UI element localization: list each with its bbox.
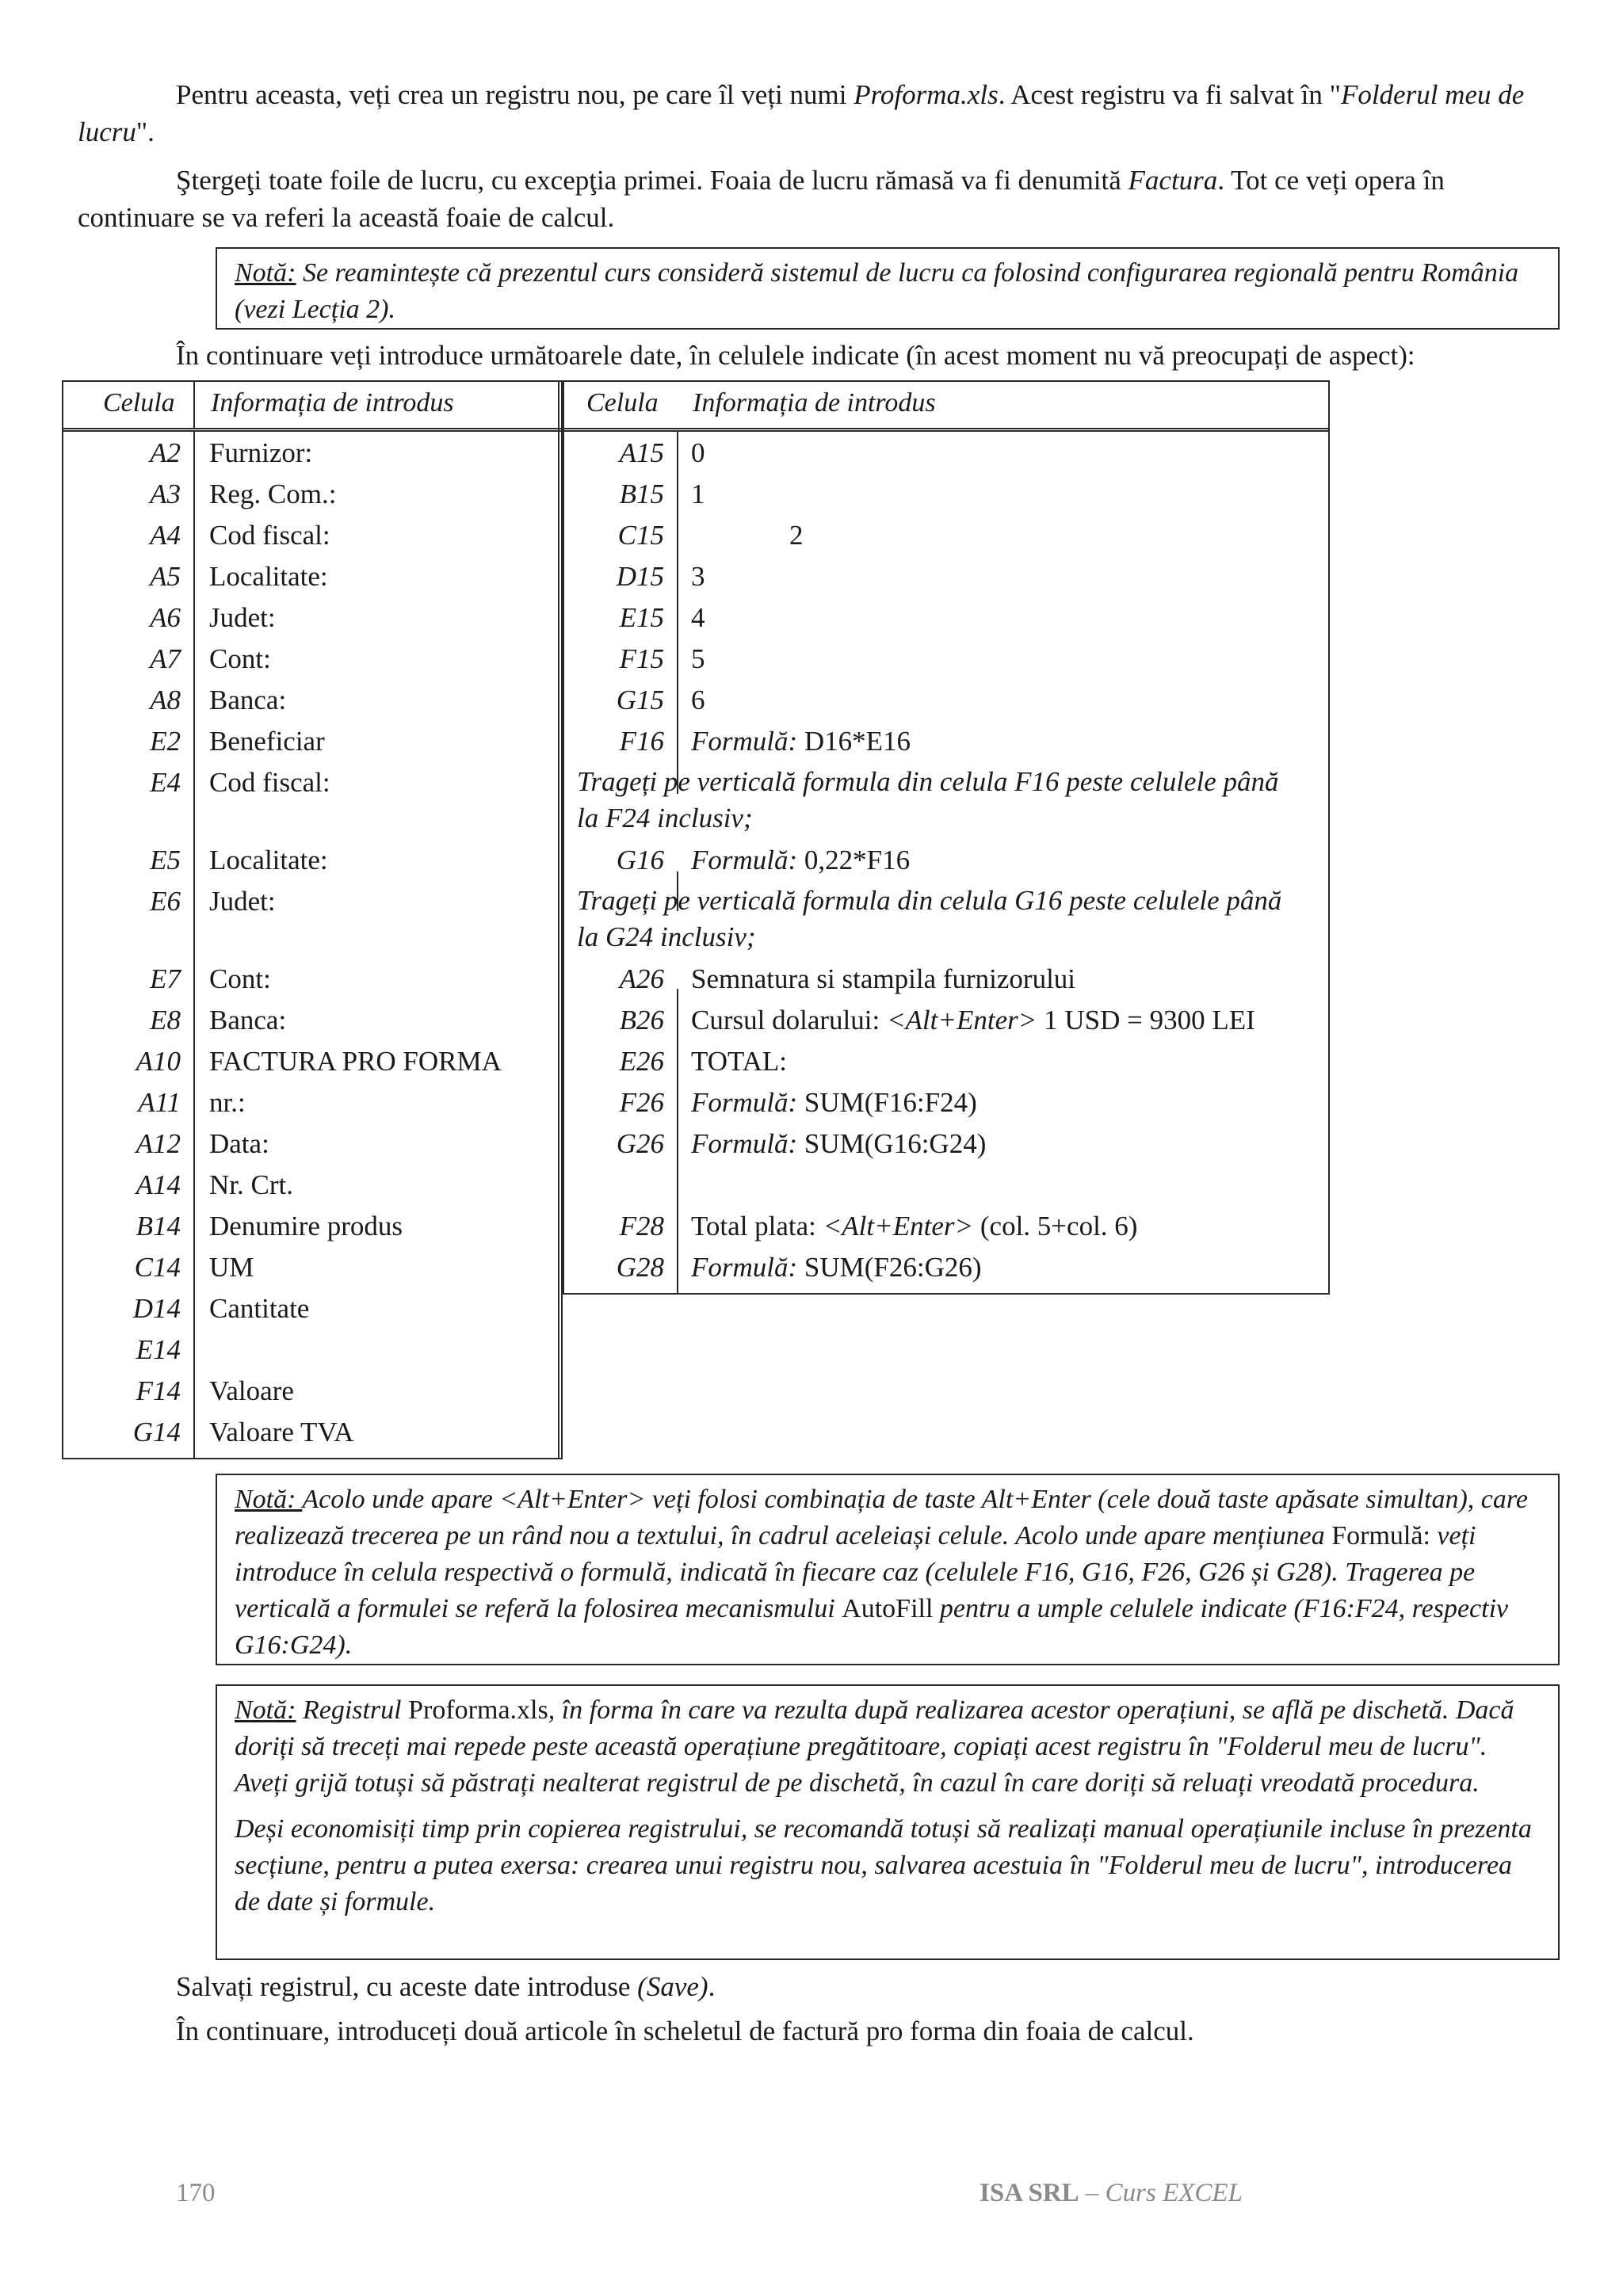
cell-reference: G15 xyxy=(616,685,664,715)
save-text: . xyxy=(708,1971,716,2002)
cell-table-right xyxy=(563,380,1330,1295)
cell-info: Judet: xyxy=(209,886,276,917)
cell-info: FACTURA PRO FORMA xyxy=(209,1046,502,1077)
cell-reference: A26 xyxy=(619,963,664,994)
save-text: Salvați registrul, cu aceste date introduse xyxy=(176,1971,638,2002)
cell-reference: G14 xyxy=(132,1417,181,1447)
cell-info xyxy=(691,840,910,881)
note-text: Registrul xyxy=(296,1695,409,1725)
cell-info xyxy=(691,1000,1255,1041)
table-row xyxy=(563,1123,1328,1165)
table-row xyxy=(63,1165,561,1206)
cell-info: 0 xyxy=(691,437,705,468)
table-row xyxy=(63,840,561,881)
formula-text: SUM(F26:G26) xyxy=(797,1252,982,1283)
cell-text: 1 USD = 9300 LEI xyxy=(1037,1005,1255,1035)
table-row xyxy=(563,1041,1328,1082)
cell-info: Denumire produs xyxy=(209,1211,403,1241)
cell-info: 6 xyxy=(691,685,705,715)
table-row xyxy=(563,639,1328,680)
cell-reference: B15 xyxy=(619,479,664,509)
cell-info: Cod fiscal: xyxy=(209,520,330,551)
cell-info: Cantitate xyxy=(209,1293,310,1324)
cell-reference: E2 xyxy=(150,726,181,757)
formula-label: Formulă: xyxy=(691,726,798,757)
intro-text: ". xyxy=(136,116,155,147)
intro-text: . Acest registru va fi salvat în " xyxy=(998,79,1341,110)
table-row xyxy=(563,556,1328,597)
table-row xyxy=(563,515,1328,556)
table-row xyxy=(563,721,1328,762)
formula-text: SUM(G16:G24) xyxy=(797,1128,987,1159)
cell-info: Localitate: xyxy=(209,561,328,592)
save-instruction xyxy=(176,1968,1555,2005)
header-info: Informația de introdus xyxy=(693,388,936,418)
table-row xyxy=(563,597,1328,639)
cell-info: Banca: xyxy=(209,685,287,715)
drag-instruction: Trageți pe verticală formula din celula F16 peste celulele până la F24 inclusiv; xyxy=(577,766,1279,833)
drag-instruction: Trageți pe verticală formula din celula G16 peste celulele până la G24 inclusiv; xyxy=(577,885,1282,952)
course-name: Curs EXCEL xyxy=(1105,2179,1243,2207)
folder-name: Folderul meu de lucru xyxy=(78,79,1525,147)
cell-text: (col. 5+col. 6) xyxy=(973,1211,1138,1241)
cell-reference: F28 xyxy=(619,1211,664,1241)
table-row xyxy=(563,433,1328,474)
cell-info: 2 xyxy=(789,520,804,551)
cell-reference: E15 xyxy=(619,602,664,633)
cell-info: Nr. Crt. xyxy=(209,1169,293,1200)
cell-reference: A5 xyxy=(150,561,181,592)
table-row xyxy=(563,959,1328,1000)
table-row xyxy=(63,1412,561,1453)
cell-reference: E8 xyxy=(150,1005,181,1035)
table-row xyxy=(63,1329,561,1371)
table-header xyxy=(563,382,1328,432)
cell-info: 4 xyxy=(691,602,705,633)
cell-info xyxy=(691,1123,986,1165)
table-row xyxy=(563,1206,1328,1247)
note-text: Acolo unde apare <Alt+Enter> veți folosi combinația de taste Alt+Enter (cele două taste apăsate simultan), care realizează trecerea pe un rând nou a textului, în cadrul aceleiași celule. Acolo unde apare mențiunea xyxy=(235,1485,1528,1550)
lead-in-paragraph: În continuare veți introduce următoarele date, în celulele indicate (în acest moment nu vă preocupați de aspect): xyxy=(176,340,1415,371)
formula-label: Formulă: xyxy=(691,1087,798,1118)
cell-reference: A7 xyxy=(150,643,181,674)
cell-info: Beneficiar xyxy=(209,726,325,757)
table-row xyxy=(63,515,561,556)
cell-info: Cont: xyxy=(209,963,271,994)
footer-separator: – xyxy=(1079,2179,1106,2207)
cell-info: Judet: xyxy=(209,602,276,633)
note-label: Notă: xyxy=(235,1695,296,1725)
table-row xyxy=(63,1371,561,1412)
table-row xyxy=(63,639,561,680)
table-row xyxy=(63,1288,561,1329)
cell-info: nr.: xyxy=(209,1087,246,1118)
note-alt-enter xyxy=(216,1474,1560,1665)
intro-paragraph-2 xyxy=(78,162,1568,236)
note-regional-settings xyxy=(216,247,1560,330)
header-info: Informația de introdus xyxy=(211,388,454,418)
cell-info xyxy=(691,1206,1137,1247)
cell-info xyxy=(691,721,911,762)
cell-info: Semnatura si stampila furnizorului xyxy=(691,963,1076,994)
table-row xyxy=(563,1247,1328,1288)
cell-table-left xyxy=(62,380,563,1459)
page-number: 170 xyxy=(176,2179,216,2207)
cell-reference: E4 xyxy=(150,767,181,798)
table-row xyxy=(63,1206,561,1247)
cell-reference: A10 xyxy=(136,1046,181,1077)
cell-reference: B26 xyxy=(619,1005,664,1035)
table-row xyxy=(63,721,561,762)
table-row xyxy=(63,556,561,597)
note-label: Notă: xyxy=(235,1485,303,1514)
formula-text: D16*E16 xyxy=(797,726,911,757)
filename: Proforma.xls xyxy=(854,79,999,110)
table-row xyxy=(563,474,1328,515)
cell-info: Valoare xyxy=(209,1375,294,1406)
formula-label: Formulă: xyxy=(691,845,798,875)
cell-info: Furnizor: xyxy=(209,437,313,468)
table-row xyxy=(563,680,1328,721)
formula-label: Formulă: xyxy=(691,1128,798,1159)
cell-text: Cursul dolarului: xyxy=(691,1005,887,1035)
note-text: veți introduce în celula respectivă o formulă, indicată în fiecare caz (celulele F16, G16, F26, G26 și G28). Tragerea pe verticală a formulei se referă la folosirea mecanismului xyxy=(235,1521,1476,1623)
table-row xyxy=(63,881,561,922)
cell-info: Localitate: xyxy=(209,845,328,875)
table-row xyxy=(63,1247,561,1288)
table-row xyxy=(563,1082,1328,1123)
table-row xyxy=(63,1082,561,1123)
cell-info: 5 xyxy=(691,643,705,674)
table-row xyxy=(63,597,561,639)
note-text: pentru a umple celulele indicate (F16:F24, respectiv G16:G24). xyxy=(235,1594,1509,1660)
cell-reference: F15 xyxy=(619,643,664,674)
table-row xyxy=(63,1123,561,1165)
filename: Proforma.xls xyxy=(408,1695,548,1725)
cell-info: UM xyxy=(209,1252,254,1283)
save-command: (Save) xyxy=(637,1971,708,2002)
note-text: AutoFill xyxy=(842,1594,934,1623)
table-row xyxy=(63,1041,561,1082)
cell-reference: G26 xyxy=(616,1128,664,1159)
cell-reference: B14 xyxy=(136,1211,181,1241)
cell-reference: E6 xyxy=(150,886,181,917)
cell-reference: A4 xyxy=(150,520,181,551)
cell-reference: A15 xyxy=(619,437,664,468)
note-diskette-copy xyxy=(216,1684,1560,1960)
table-header xyxy=(63,382,561,432)
column-divider xyxy=(193,382,195,428)
header-cell: Celula xyxy=(103,388,175,418)
cell-reference: A3 xyxy=(150,479,181,509)
cell-reference: A8 xyxy=(150,685,181,715)
note-label: Notă: xyxy=(235,258,296,288)
cell-text: Total plata: xyxy=(691,1211,823,1241)
cell-reference: E5 xyxy=(150,845,181,875)
formula-text: 0,22*F16 xyxy=(797,845,911,875)
table-row xyxy=(563,840,1328,881)
table-row xyxy=(63,959,561,1000)
cell-reference: F14 xyxy=(136,1375,181,1406)
cell-reference: A14 xyxy=(136,1169,181,1200)
cell-reference: E26 xyxy=(619,1046,664,1077)
cell-reference: A11 xyxy=(138,1087,181,1118)
table-row xyxy=(63,762,561,803)
cell-info xyxy=(691,1082,977,1123)
cell-reference: F16 xyxy=(619,726,664,757)
cell-reference: F26 xyxy=(619,1087,664,1118)
table-row xyxy=(63,1000,561,1041)
intro-text: Ştergeţi toate foile de lucru, cu excepţia primei. Foaia de lucru rămasă va fi denumită xyxy=(176,165,1128,196)
cell-info: Cont: xyxy=(209,643,271,674)
cell-reference: G28 xyxy=(616,1252,664,1283)
key-combo: <Alt+Enter> xyxy=(886,1005,1037,1035)
cell-reference: A12 xyxy=(136,1128,181,1159)
note-paragraph: Deși economisiți timp prin copierea registrului, se recomandă totuși să realizați manual operațiunile incluse în prezenta secțiune, pentru a putea exersa: crearea unui registru nou, salvarea acestuia în "Folderul meu de lucru", introducerea de date și formule. xyxy=(235,1814,1532,1917)
header-cell: Celula xyxy=(586,388,659,418)
cell-info: 3 xyxy=(691,561,705,592)
formula-label: Formulă: xyxy=(691,1252,798,1283)
table-row xyxy=(563,1000,1328,1041)
cell-info xyxy=(691,1247,982,1288)
cell-reference: A6 xyxy=(150,602,181,633)
intro-paragraph-1 xyxy=(78,76,1568,151)
table-row xyxy=(63,433,561,474)
cell-reference: G16 xyxy=(616,845,664,875)
cell-reference: E7 xyxy=(150,963,181,994)
note-text: Se reamintește că prezentul curs consideră sistemul de lucru ca folosind configurarea regională pentru România (vezi Lecția 2). xyxy=(235,258,1519,324)
cell-info: Banca: xyxy=(209,1005,287,1035)
cell-reference: C14 xyxy=(134,1252,181,1283)
cell-info: 1 xyxy=(691,479,705,509)
cell-info: Data: xyxy=(209,1128,269,1159)
sheet-name: Factura xyxy=(1128,165,1218,196)
formula-text: SUM(F16:F24) xyxy=(797,1087,977,1118)
table-row xyxy=(63,474,561,515)
intro-text: Pentru aceasta, veți crea un registru nou, pe care îl veți numi xyxy=(176,79,854,110)
footer-course xyxy=(980,2179,1243,2208)
note-text: Formulă: xyxy=(1331,1521,1430,1550)
table-row xyxy=(63,680,561,721)
cell-info: Cod fiscal: xyxy=(209,767,330,798)
cell-reference: C15 xyxy=(617,520,664,551)
intro-text: . Tot ce veți opera în continuare se va referi la această foaie de calcul. xyxy=(78,165,1445,233)
cell-info: Valoare TVA xyxy=(209,1417,354,1447)
key-combo: <Alt+Enter> xyxy=(823,1211,974,1241)
note-text: , în forma în care va rezulta după realizarea acestor operațiuni, se află pe dischetă. Dacă doriți să treceți mai repede peste această operațiune pregătitoare, copiați acest registru în "Folderul meu de lucru". Aveți grijă totuși să păstrați nealterat registrul de pe dischetă, în cazul în care doriți să reluați vreodată procedura. xyxy=(235,1695,1514,1798)
closing-instruction: În continuare, introduceți două articole în scheletul de factură pro forma din foaia de calcul. xyxy=(176,2016,1194,2046)
cell-reference: E14 xyxy=(136,1334,181,1365)
cell-info: TOTAL: xyxy=(691,1046,787,1077)
cell-info: Reg. Com.: xyxy=(209,479,337,509)
company-name: ISA SRL xyxy=(980,2179,1079,2207)
cell-reference: A2 xyxy=(150,437,181,468)
cell-reference: D15 xyxy=(616,561,664,592)
cell-reference: D14 xyxy=(132,1293,181,1324)
